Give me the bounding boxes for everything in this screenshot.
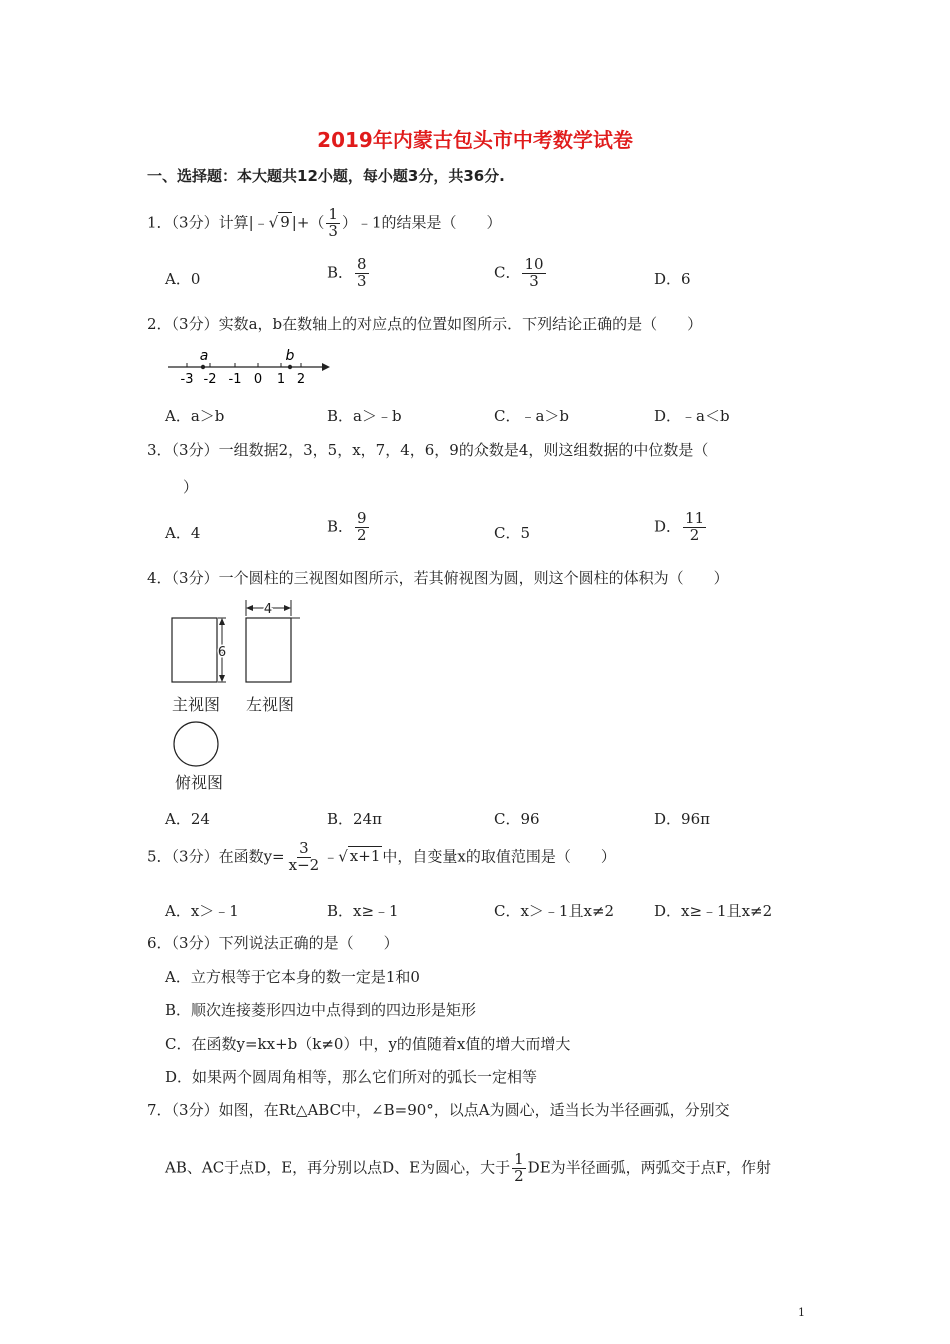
question-4: 4．（3分）一个圆柱的三视图如图所示，若其俯视图为圆，则这个圆柱的体积为（ ） xyxy=(147,569,729,587)
q3-option-a: A．4 xyxy=(165,524,201,542)
front-view-rect xyxy=(172,618,217,682)
point-a-label: a xyxy=(199,348,209,364)
q3-option-c: C．5 xyxy=(494,524,531,542)
point-a xyxy=(201,365,205,369)
number-line-arrow-icon xyxy=(322,363,330,371)
question-3: 3．（3分）一组数据2，3，5，x，7，4，6，9的众数是4，则这组数据的中位数是（ xyxy=(147,441,709,459)
tick-label: 1 xyxy=(276,372,286,387)
q4-option-d: D．96π xyxy=(654,810,710,828)
tick-label: 2 xyxy=(296,372,306,387)
height-label: 6 xyxy=(217,645,227,660)
q2-option-c: C．﹣a＞b xyxy=(494,407,570,425)
top-view-circle xyxy=(174,722,218,766)
q1-option-d: D．6 xyxy=(654,270,691,288)
q6-option-d: D．如果两个圆周角相等，那么它们所对的弧长一定相等 xyxy=(165,1068,538,1086)
q3-option-d: D． $\frac{11}{2}$ xyxy=(654,509,705,544)
q1-option-a: A．0 xyxy=(165,270,201,288)
section-heading: 一、选择题：本大题共12小题，每小题3分，共36分. xyxy=(147,167,505,185)
question-7: 7．（3分）如图，在Rt△ABC中，∠B=90°，以点A为圆心，适当长为半径画弧，分别交 xyxy=(147,1101,730,1119)
q5-option-c: C．x＞﹣1且x≠2 xyxy=(494,902,615,920)
point-b xyxy=(288,365,292,369)
three-view-figure xyxy=(160,598,320,798)
tick-label: 0 xyxy=(253,372,263,387)
question-7-line-2: AB、AC于点D，E，再分别以点D、E为圆心，大于 $\frac{1}{2}$ DE为半径画弧，两弧交于点F，作射 xyxy=(165,1150,772,1185)
question-3-cont: ） xyxy=(183,478,199,496)
question-6: 6．（3分）下列说法正确的是（ ） xyxy=(147,934,399,952)
q4-option-b: B．24π xyxy=(327,810,382,828)
q1-text-start: 1．（3分）计算|﹣ xyxy=(147,213,269,232)
q2-option-d: D．﹣a＜b xyxy=(654,407,730,425)
width-label: 4 xyxy=(263,602,273,617)
point-b-label: b xyxy=(285,348,295,364)
question-1: 1．（3分）计算|﹣√ 9 |+（ $\frac{1}{3}$ ）﹣1的结果是（ ） xyxy=(147,205,502,240)
top-view-label: 俯视图 xyxy=(174,773,224,792)
q1-option-b: B． $\frac{8}{3}$ xyxy=(327,255,367,290)
q2-option-a: A．a＞b xyxy=(165,407,225,425)
tick-label: -3 xyxy=(180,372,194,387)
q1-radicand: 9 xyxy=(280,213,290,232)
q3-option-b: B． $\frac{9}{2}$ xyxy=(327,509,367,544)
q5-option-a: A．x＞﹣1 xyxy=(165,902,239,920)
q5-option-b: B．x≥﹣1 xyxy=(327,902,399,920)
q4-option-c: C．96 xyxy=(494,810,540,828)
q5-option-d: D．x≥﹣1且x≠2 xyxy=(654,902,773,920)
page-number: 1 xyxy=(798,1306,805,1319)
q1-fraction: $\frac{1}{3}$ xyxy=(328,205,338,240)
question-2: 2．（3分）实数a，b在数轴上的对应点的位置如图所示．下列结论正确的是（ ） xyxy=(147,315,703,333)
q1-text-mid: |+（ xyxy=(291,213,325,232)
q6-option-b: B．顺次连接菱形四边中点得到的四边形是矩形 xyxy=(165,1001,477,1019)
front-view-label: 主视图 xyxy=(171,695,221,714)
q6-option-c: C．在函数y=kx+b（k≠0）中，y的值随着x值的增大而增大 xyxy=(165,1035,571,1053)
q4-option-a: A．24 xyxy=(165,810,210,828)
left-view-rect xyxy=(246,618,291,682)
number-line-figure xyxy=(160,342,340,388)
q2-option-b: B．a＞﹣b xyxy=(327,407,402,425)
left-view-label: 左视图 xyxy=(245,695,295,714)
tick-label: -2 xyxy=(203,372,217,387)
page-title: 2019年内蒙古包头市中考数学试卷 xyxy=(317,128,633,152)
q6-option-a: A．立方根等于它本身的数一定是1和0 xyxy=(165,968,420,986)
question-5: 5．（3分）在函数y= $\frac{3}{x-2}$ ﹣√ x+1 中，自变量x的取值范围是（ ） xyxy=(147,839,616,874)
q1-option-c: C． $\frac{10}{3}$ xyxy=(494,255,544,290)
q1-text-end: ）﹣1的结果是（ ） xyxy=(341,213,502,232)
tick-label: -1 xyxy=(228,372,242,387)
